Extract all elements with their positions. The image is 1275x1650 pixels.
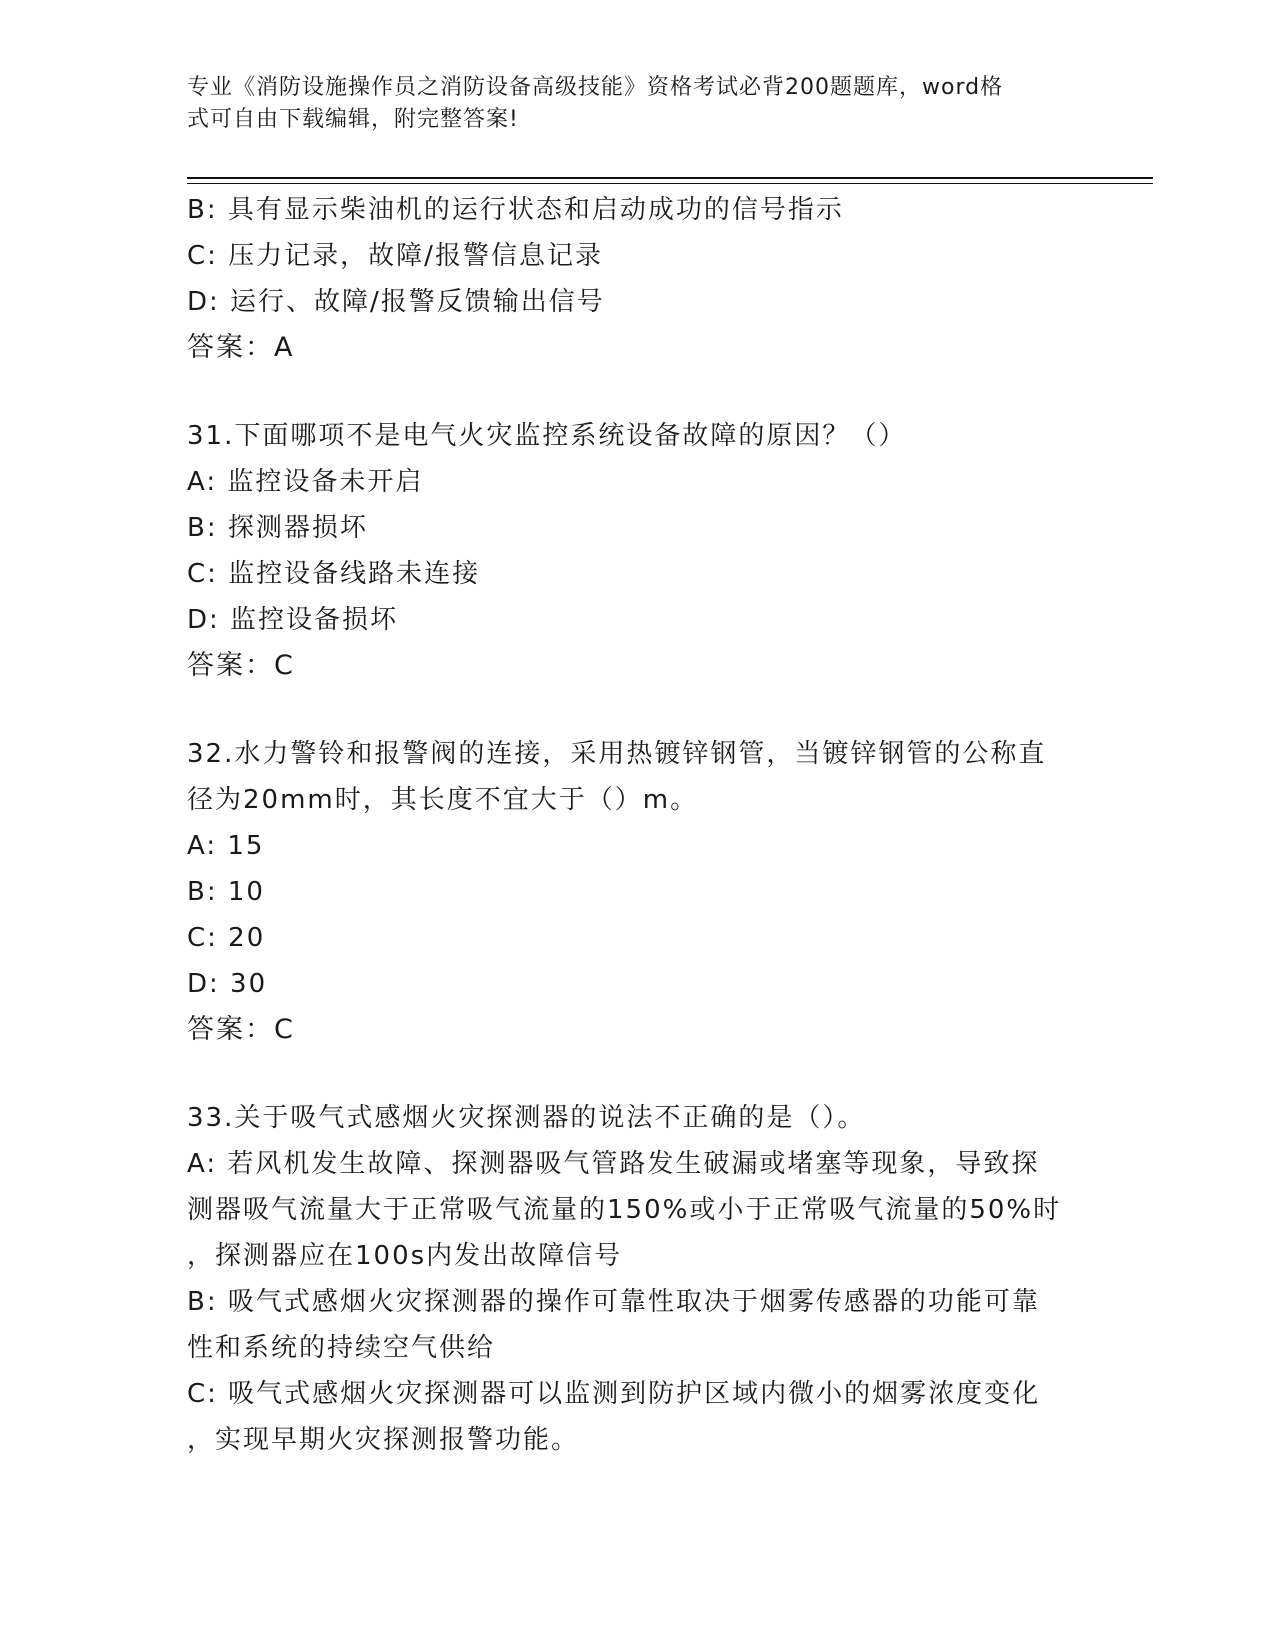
- q30-option-d: D: 运行、故障/报警反馈输出信号: [187, 287, 605, 317]
- q32-question-line-2: 径为20mm时，其长度不宜大于（）m。: [187, 785, 699, 815]
- q31-answer: 答案：C: [187, 650, 295, 681]
- spacer: [187, 371, 1087, 413]
- q31-option-b: B: 探测器损坏: [187, 513, 368, 543]
- q30-answer: 答案：A: [187, 332, 295, 363]
- question-33: [187, 1095, 1087, 1463]
- spacer: [187, 1053, 1087, 1095]
- header-rule-thin: [187, 183, 1153, 184]
- q32-option-b: B: 10: [187, 877, 265, 907]
- header-line-2: 式可自由下载编辑，附完整答案!: [187, 107, 519, 132]
- q32-question-line-1: 32.水力警铃和报警阀的连接，采用热镀锌钢管，当镀锌钢管的公称直: [187, 739, 1047, 769]
- q31-option-c: C: 监控设备线路未连接: [187, 559, 481, 589]
- q31-option-a: A: 监控设备未开启: [187, 467, 424, 497]
- q32-option-d: D: 30: [187, 969, 268, 999]
- question-30: [187, 187, 1087, 371]
- q31-option-d: D: 监控设备损坏: [187, 605, 399, 635]
- q31-question: 31.下面哪项不是电气火灾监控系统设备故障的原因？（）: [187, 421, 907, 451]
- q33-option-a-line-2: 测器吸气流量大于正常吸气流量的150%或小于正常吸气流量的50%时: [187, 1195, 1062, 1225]
- q33-option-b-line-1: B: 吸气式感烟火灾探测器的操作可靠性取决于烟雾传感器的功能可靠: [187, 1287, 1040, 1317]
- q33-option-a-line-1: A: 若风机发生故障、探测器吸气管路发生破漏或堵塞等现象，导致探: [187, 1149, 1040, 1179]
- question-31: [187, 413, 1087, 689]
- q33-question: 33.关于吸气式感烟火灾探测器的说法不正确的是（）。: [187, 1103, 866, 1133]
- page-header: [187, 72, 1067, 136]
- question-32: [187, 731, 1087, 1053]
- q32-option-c: C: 20: [187, 923, 266, 953]
- q33-option-a-line-3: ，探测器应在100s内发出故障信号: [187, 1241, 623, 1271]
- header-rule-thick: [187, 177, 1153, 179]
- spacer: [187, 689, 1087, 731]
- q30-option-c: C: 压力记录，故障/报警信息记录: [187, 241, 603, 271]
- q33-option-c-line-2: ，实现早期火灾探测报警功能。: [187, 1425, 580, 1455]
- header-line-1: 专业《消防设施操作员之消防设备高级技能》资格考试必背200题题库，word格: [187, 75, 1004, 100]
- q32-option-a: A: 15: [187, 831, 265, 861]
- q33-option-c-line-1: C: 吸气式感烟火灾探测器可以监测到防护区域内微小的烟雾浓度变化: [187, 1379, 1041, 1409]
- document-body: [187, 187, 1087, 1463]
- q32-answer: 答案：C: [187, 1014, 295, 1045]
- q33-option-b-line-2: 性和系统的持续空气供给: [187, 1333, 496, 1363]
- q30-option-b: B: 具有显示柴油机的运行状态和启动成功的信号指示: [187, 195, 844, 225]
